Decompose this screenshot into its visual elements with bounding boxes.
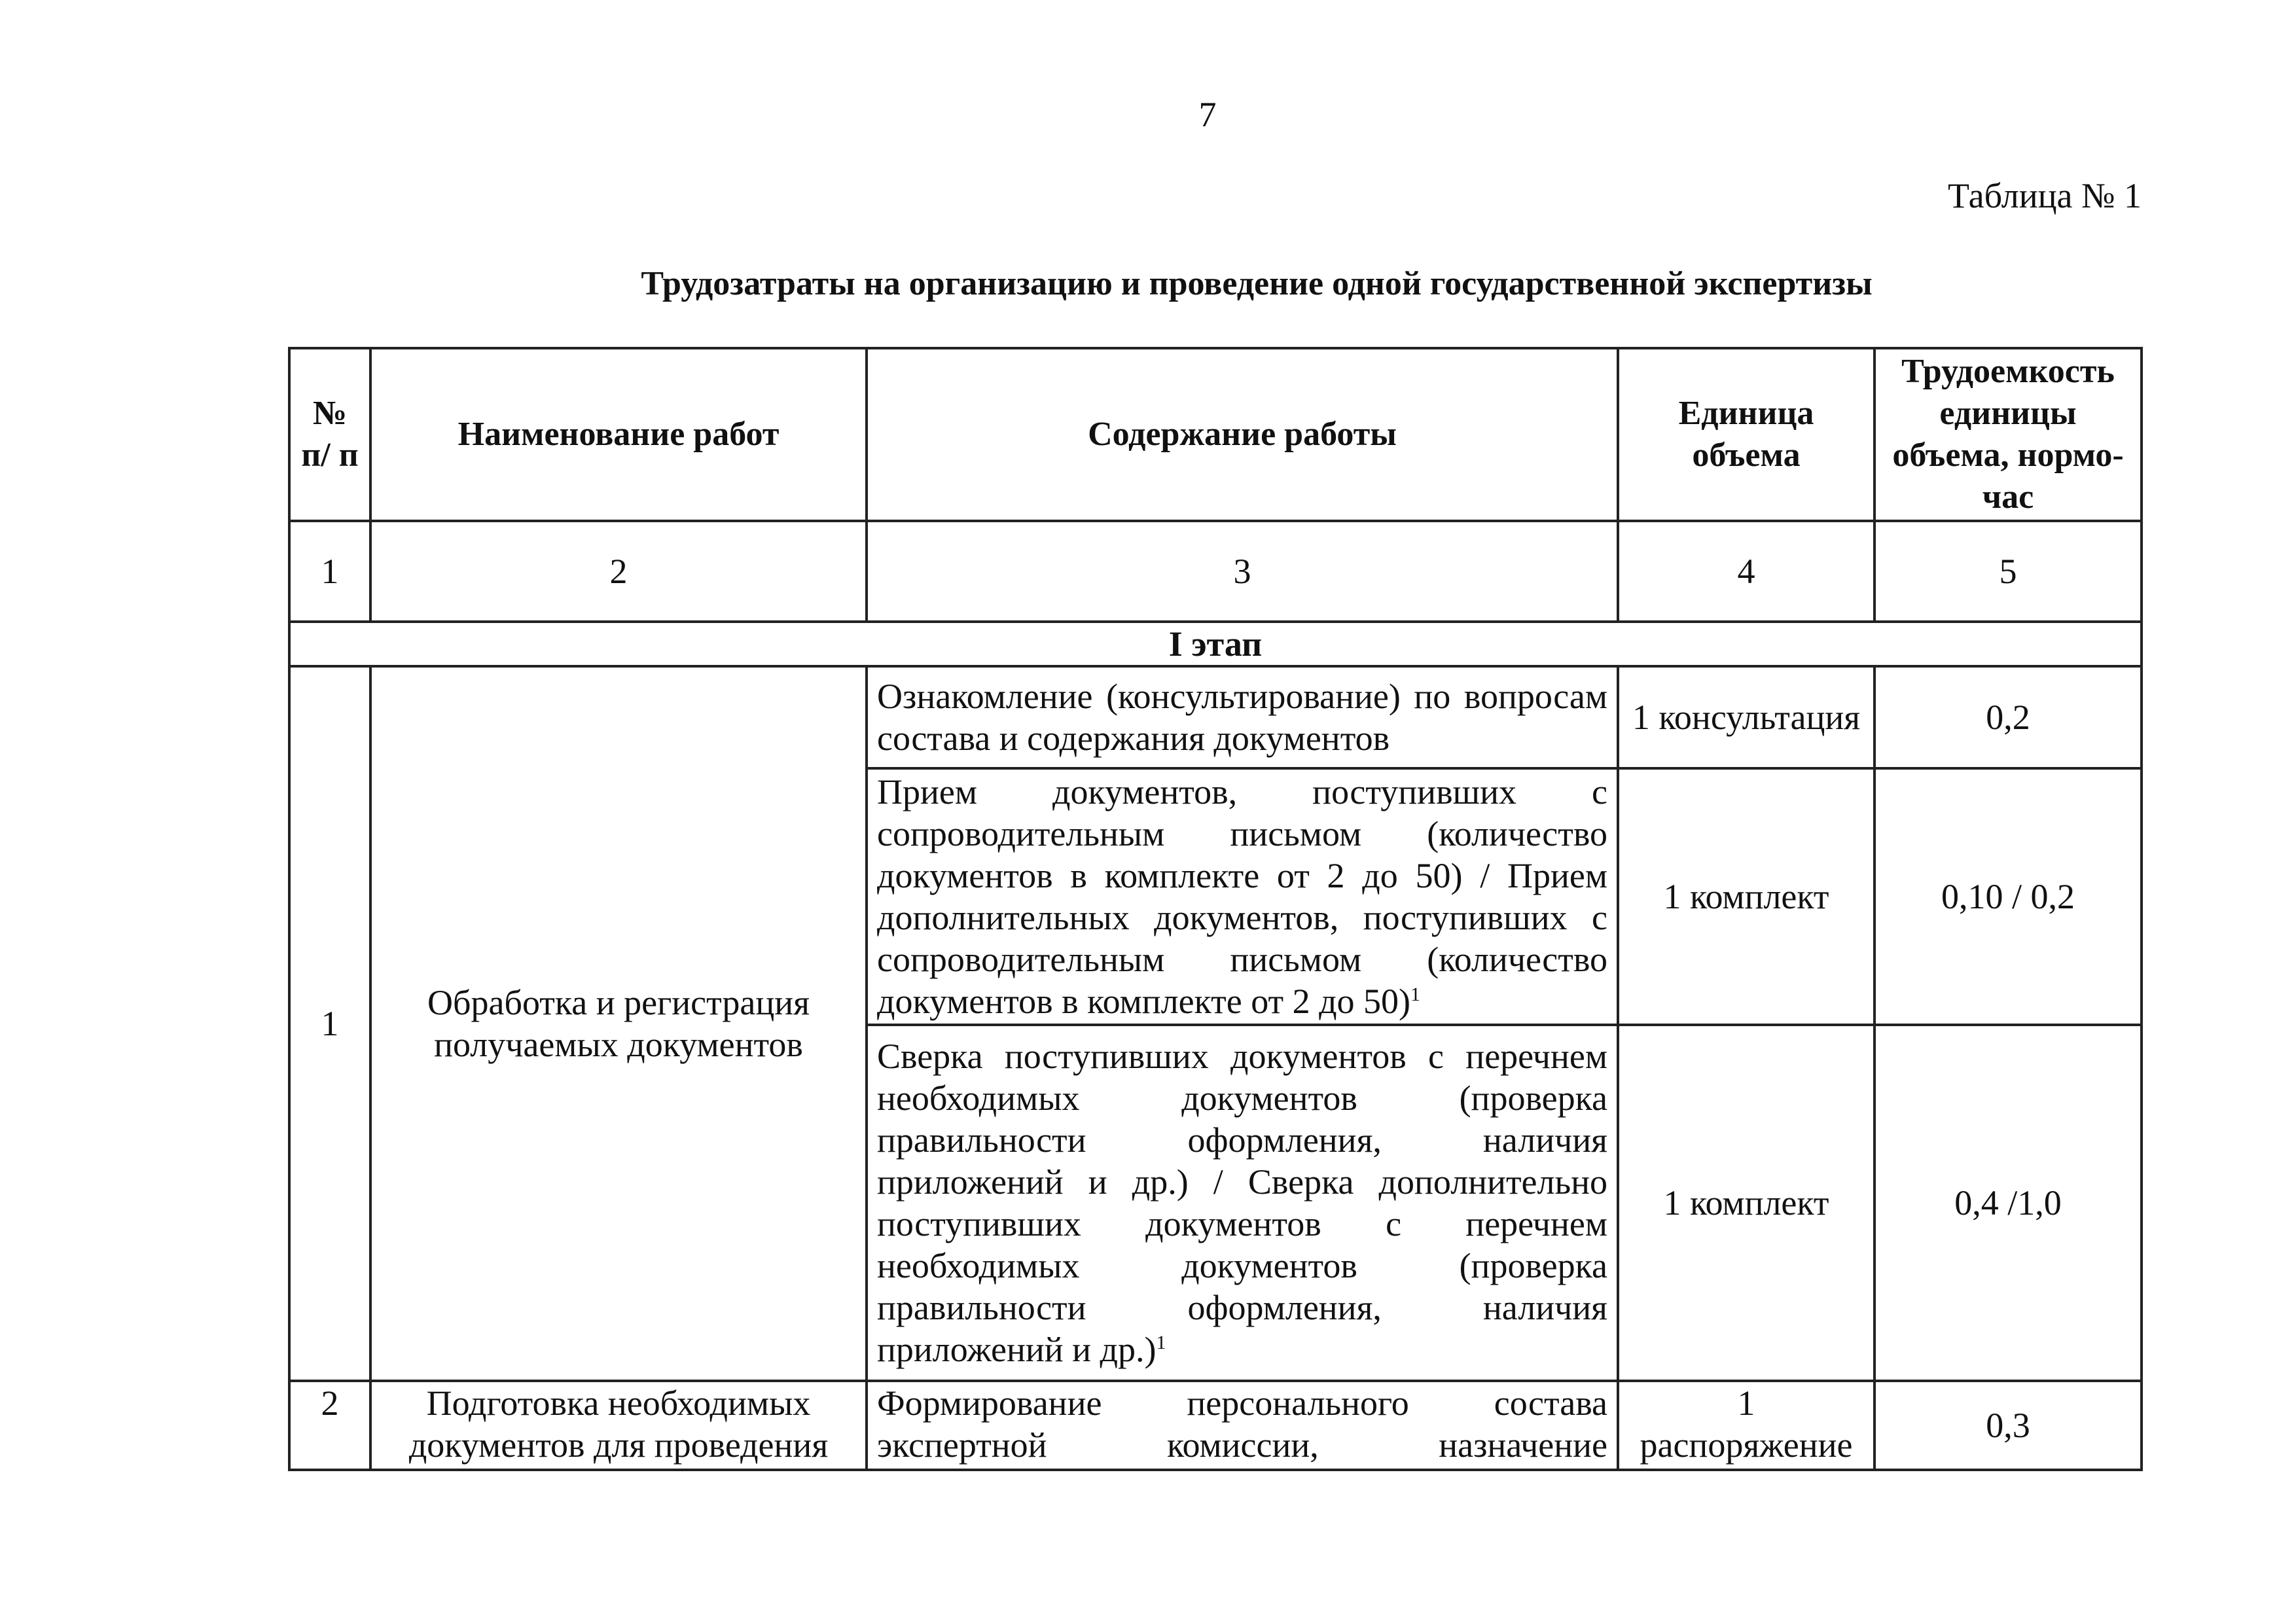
work-content: Формирование персонального состава экспертной комиссии, назначение xyxy=(867,1381,1618,1470)
work-labor: 0,10 / 0,2 xyxy=(1874,768,2142,1025)
column-number: 1 xyxy=(289,521,370,622)
row-number: 2 xyxy=(289,1381,370,1470)
work-content: Ознакомление (консультирование) по вопросам состава и содержания документов xyxy=(867,666,1618,768)
work-content xyxy=(867,1025,1618,1381)
stage-label: I этап xyxy=(289,622,2142,666)
header-num: № п/ п xyxy=(289,348,370,521)
table-label: Таблица № 1 xyxy=(1948,176,2142,215)
document-title: Трудозатраты на организацию и проведение одной государственной экспертизы xyxy=(641,265,1873,302)
header-unit: Единица объема xyxy=(1618,348,1874,521)
table-row xyxy=(289,666,2142,768)
header-content: Содержание работы xyxy=(867,348,1618,521)
work-unit: 1 распоряжение xyxy=(1618,1381,1874,1470)
work-unit: 1 комплект xyxy=(1618,1025,1874,1381)
work-labor: 0,3 xyxy=(1874,1381,2142,1470)
work-content-text: Сверка поступивших документов с перечнем необходимых документов (проверка правильности оформления, наличия приложений и др.) / Сверка дополнительно поступивших документов с перечнем необходимых документов (проверка правильности оформления, наличия приложений и др.) xyxy=(877,1037,1607,1369)
footnote-mark: 1 xyxy=(1156,1332,1166,1353)
row-number: 1 xyxy=(289,666,370,1381)
work-unit: 1 комплект xyxy=(1618,768,1874,1025)
work-unit: 1 консультация xyxy=(1618,666,1874,768)
page-number: 7 xyxy=(1198,95,1217,134)
header-labor: Трудоемкость единицы объема, нормо-час xyxy=(1874,348,2142,521)
footnote-mark: 1 xyxy=(1410,984,1421,1005)
column-number: 3 xyxy=(867,521,1618,622)
work-content xyxy=(867,768,1618,1025)
column-number: 4 xyxy=(1618,521,1874,622)
work-content-text: Прием документов, поступивших с сопроводительным письмом (количество документов в комплекте от 2 до 50) / Прием дополнительных документов, поступивших с сопроводительным письмом (количество документов в комплекте от 2 до 50) xyxy=(877,772,1607,1021)
column-number: 5 xyxy=(1874,521,2142,622)
table-row xyxy=(289,1381,2142,1470)
column-number-row xyxy=(289,521,2142,622)
header-name: Наименование работ xyxy=(370,348,867,521)
labor-costs-table xyxy=(288,347,2143,1471)
work-labor: 0,4 /1,0 xyxy=(1874,1025,2142,1381)
work-labor: 0,2 xyxy=(1874,666,2142,768)
work-name: Обработка и регистрация получаемых документов xyxy=(370,666,867,1381)
header-row xyxy=(289,348,2142,521)
column-number: 2 xyxy=(370,521,867,622)
work-name: Подготовка необходимых документов для проведения xyxy=(370,1381,867,1470)
stage-row xyxy=(289,622,2142,666)
